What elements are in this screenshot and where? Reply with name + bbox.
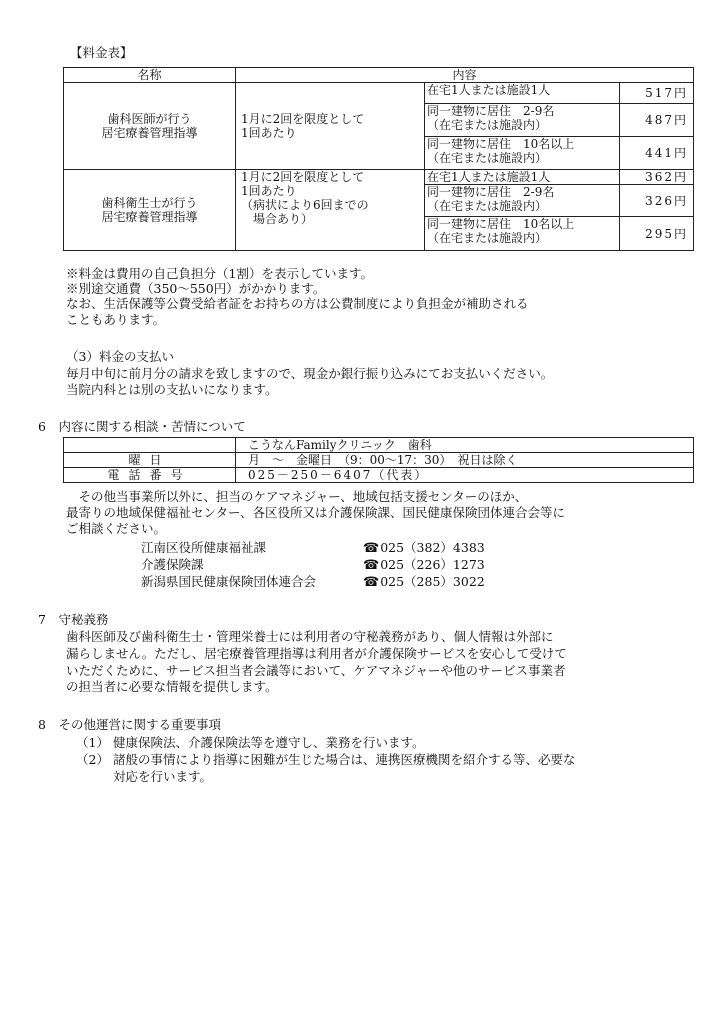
place-cell: 同一建物に居住 2-9名 （在宅または施設内）	[425, 185, 620, 217]
section7-line: 漏らしません。ただし、居宅療養管理指導は利用者が介護保険サービスを安心して受けて	[66, 646, 567, 661]
contact-name: 新潟県国民健康保険団体連合会	[141, 574, 317, 589]
section6-heading: 6 内容に関する相談・苦情について	[38, 419, 246, 434]
fee-table-header-row	[64, 68, 694, 83]
place-cell: 在宅1人または施設1人	[425, 170, 620, 185]
section8-item-num: （1）	[76, 735, 109, 750]
price-cell: 295円	[620, 217, 694, 251]
service-name: 歯科医師が行う 居宅療養管理指導	[64, 83, 236, 170]
note-line: ※料金は費用の自己負担分（1割）を表示しています。	[66, 266, 373, 281]
contact-row	[64, 453, 694, 468]
place-cell: 同一建物に居住 2-9名 （在宅または施設内）	[425, 104, 620, 137]
fee-table-heading: 【料金表】	[70, 45, 133, 60]
clinic-name: こうなんFamilyクリニック 歯科	[236, 438, 694, 453]
payment-line: 当院内科とは別の支払いになります。	[66, 382, 278, 397]
phone-value: 025－250－6407（代表）	[236, 468, 694, 483]
note-line: こともあります。	[66, 312, 166, 327]
note-line: なお、生活保護等公費受給者証をお持ちの方は公費制度により負担金が補助される	[66, 296, 529, 311]
price-cell: 441円	[620, 137, 694, 170]
contact-empty-cell	[64, 438, 236, 453]
price-cell: 362円	[620, 170, 694, 185]
fee-table	[63, 67, 694, 251]
section8-heading: 8 その他運営に関する重要事項	[38, 717, 221, 732]
section7-heading: 7 守秘義務	[38, 612, 109, 627]
contact-phone: ☎025（285）3022	[363, 574, 485, 590]
table-row	[64, 83, 694, 104]
contact-name: 介護保険課	[141, 557, 204, 572]
contact-table	[63, 437, 694, 483]
section7-line: の担当者に必要な情報を提供します。	[66, 679, 278, 694]
place-cell: 在宅1人または施設1人	[425, 83, 620, 104]
contact-phone: ☎025（226）1273	[363, 557, 485, 573]
phone-icon: ☎	[363, 558, 380, 573]
section7-line: 歯科医師及び歯科衛生士・管理栄養士には利用者の守秘義務があり、個人情報は外部に	[66, 629, 554, 644]
price-cell: 326円	[620, 185, 694, 217]
place-cell: 同一建物に居住 10名以上 （在宅または施設内）	[425, 137, 620, 170]
price-cell: 517円	[620, 83, 694, 104]
price-cell: 487円	[620, 104, 694, 137]
days-value: 月 ～ 金曜日 （9：00～17：30） 祝日は除く	[236, 453, 694, 468]
section8-item-text: 健康保険法、介護保険法等を遵守し、業務を行います。	[113, 735, 425, 750]
section8-item-text: 対応を行います。	[113, 769, 213, 784]
phone-icon: ☎	[363, 541, 380, 556]
header-name: 名称	[64, 68, 236, 83]
contact-phone: ☎025（382）4383	[363, 540, 485, 556]
contact-row	[64, 468, 694, 483]
section6-paragraph: ご相談ください。	[66, 521, 167, 536]
days-label: 曜日	[64, 453, 236, 468]
section7-line: いただくために、サービス担当者会議等において、ケアマネジャーや他のサービス事業者	[66, 663, 566, 678]
service-condition: 1月に2回を限度として 1回あたり （病状により6回までの 場合あり）	[236, 170, 425, 251]
contact-name: 江南区役所健康福祉課	[141, 540, 267, 555]
note-line: ※別途交通費（350～550円）がかかります。	[66, 281, 326, 296]
service-condition: 1月に2回を限度として 1回あたり	[236, 83, 425, 170]
table-row	[64, 170, 694, 185]
place-cell: 同一建物に居住 10名以上 （在宅または施設内）	[425, 217, 620, 251]
payment-heading: （3）料金の支払い	[66, 349, 174, 364]
service-name: 歯科衛生士が行う 居宅療養管理指導	[64, 170, 236, 251]
section8-item-text: 諸般の事情により指導に困難が生じた場合は、連携医療機関を紹介する等、必要な	[113, 752, 576, 767]
section6-paragraph: その他当事業所以外に、担当のケアマネジャー、地域包括支援センターのほか、	[66, 489, 528, 504]
header-content: 内容	[236, 68, 694, 83]
section6-paragraph: 最寄りの地域保健福祉センター、各区役所又は介護保険課、国民健康保険団体連合会等に	[66, 505, 566, 520]
phone-icon: ☎	[363, 575, 380, 590]
contact-row	[64, 438, 694, 453]
phone-label: 電話番号	[64, 468, 236, 483]
section8-item-num: （2）	[76, 752, 109, 767]
payment-line: 毎月中旬に前月分の請求を致しますので、現金か銀行振り込みにてお支払いください。	[66, 366, 554, 381]
